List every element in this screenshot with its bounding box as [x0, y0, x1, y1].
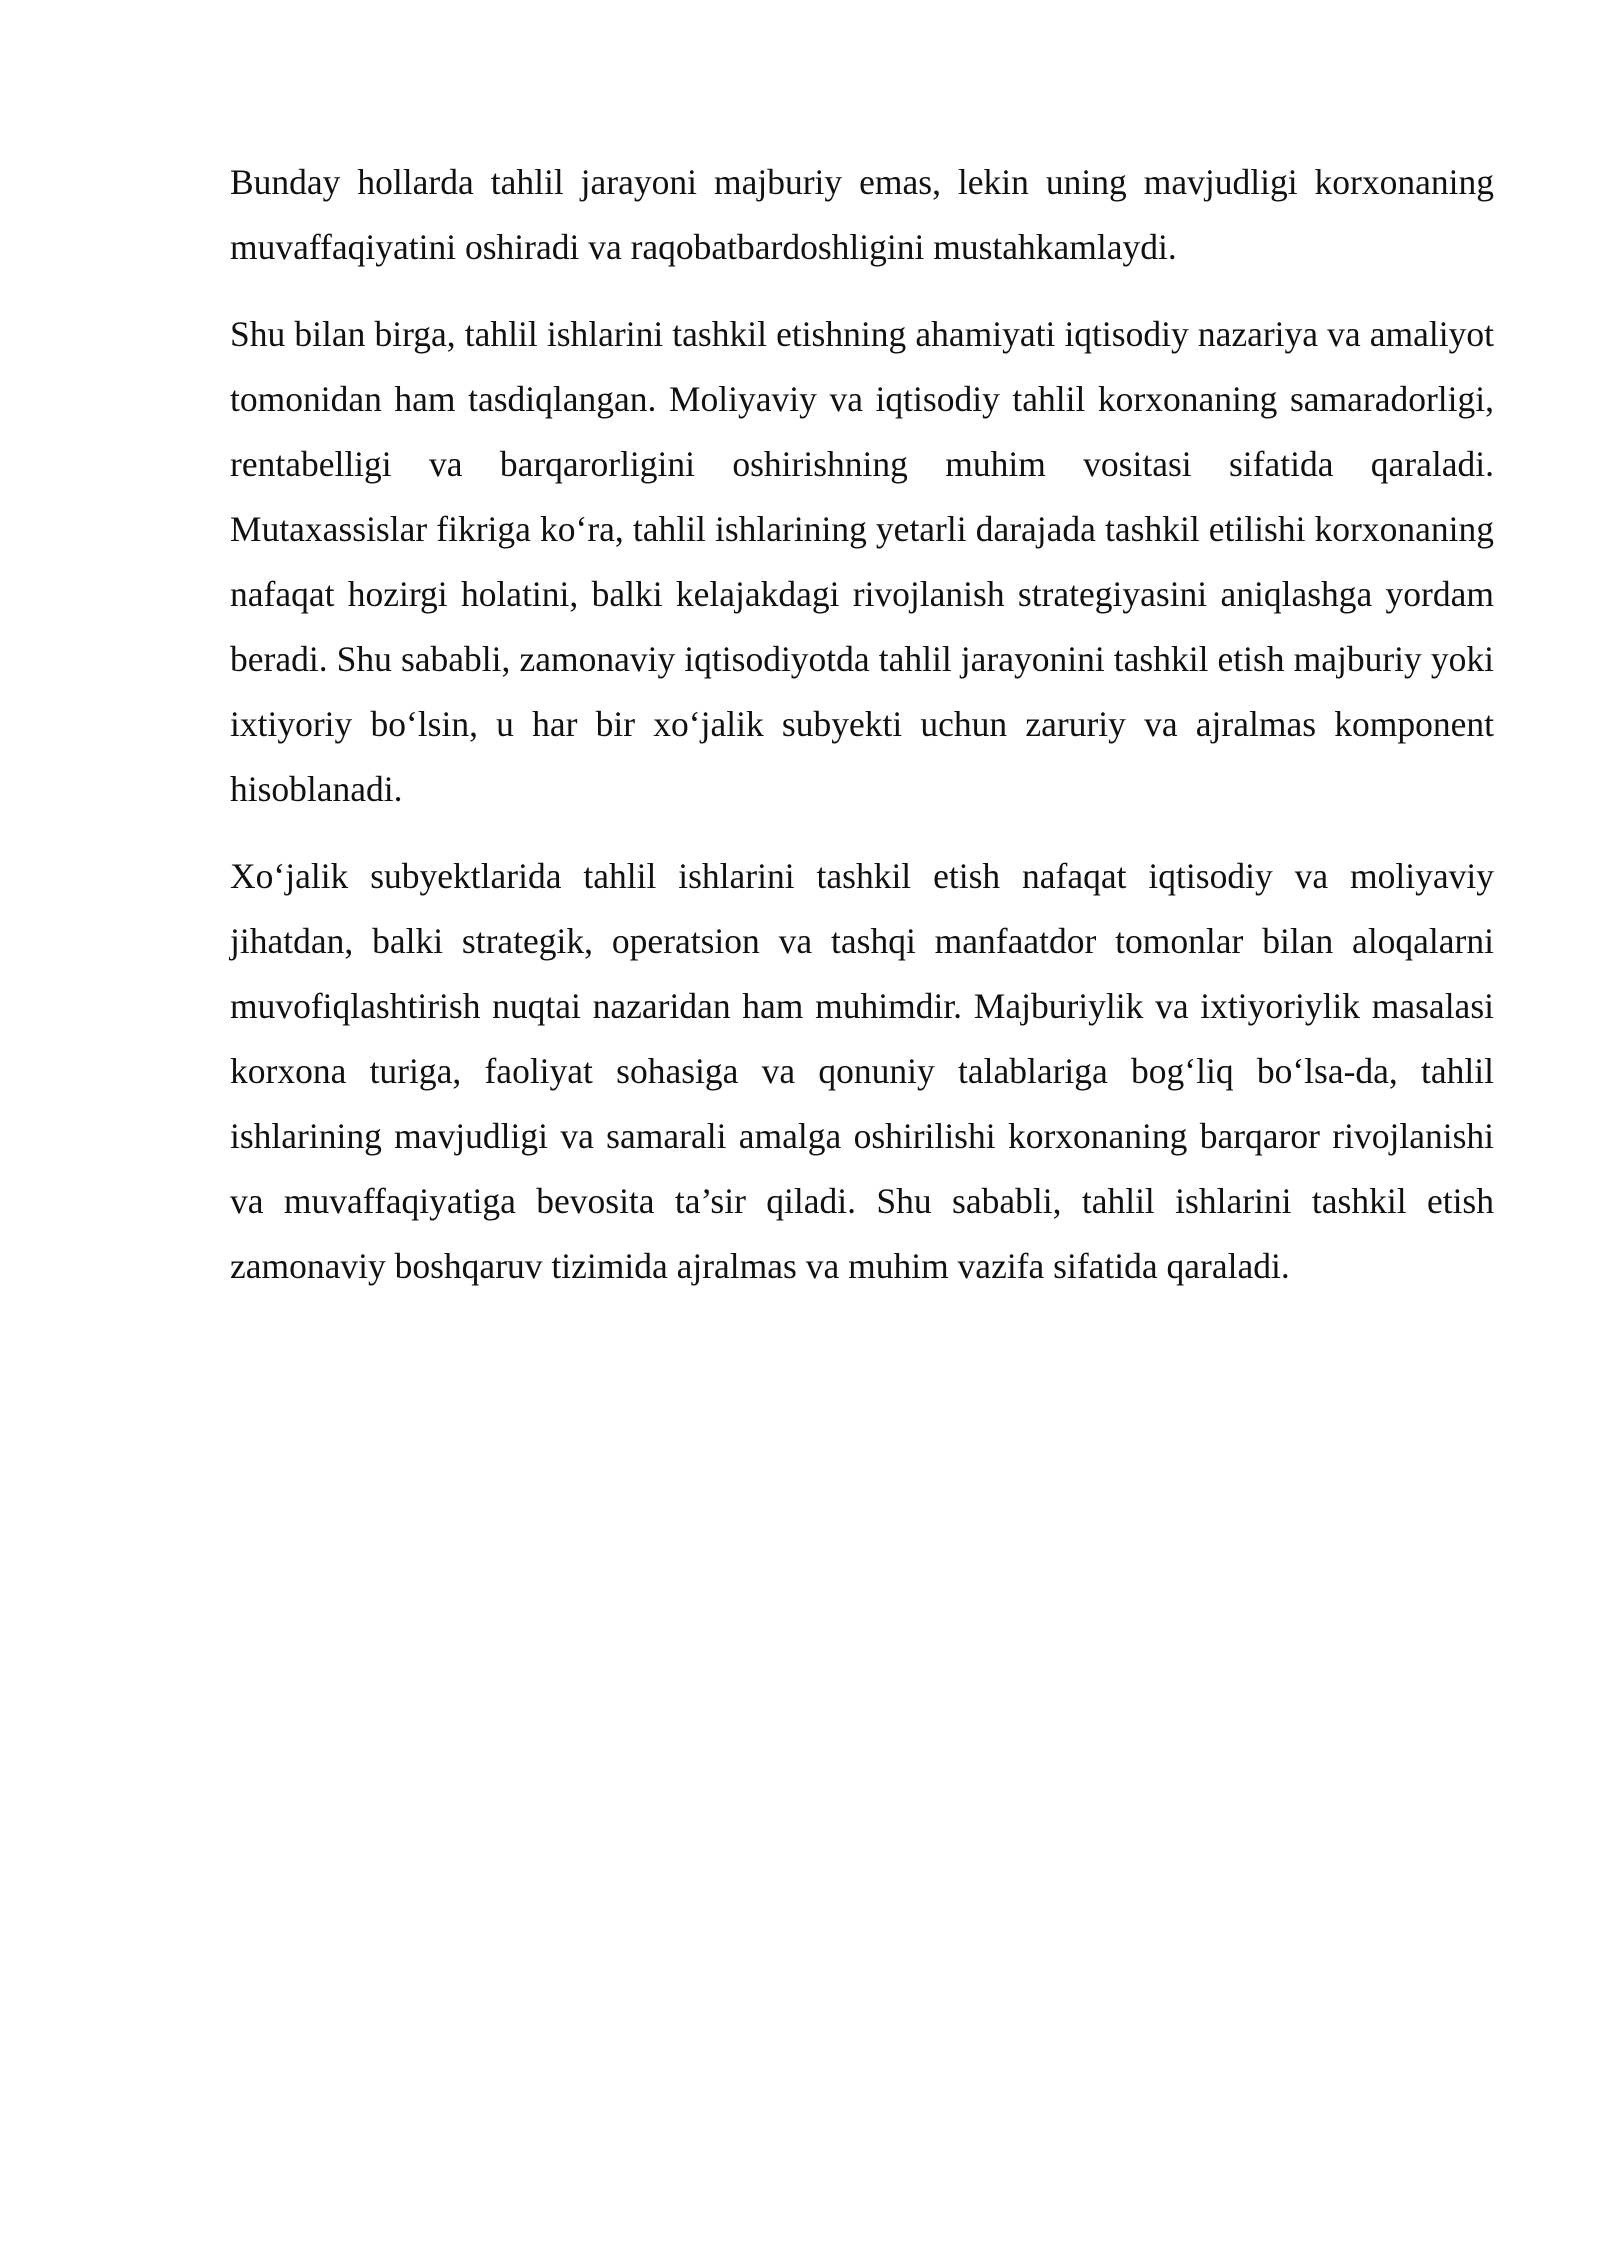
- document-body: [230, 150, 1494, 1321]
- paragraph-3: Xo‘jalik subyektlarida tahlil ishlarini tashkil etish nafaqat iqtisodiy va moliyaviy jihatdan, balki strategik, operatsion va tashqi manfaatdor tomonlar bilan aloqalarni muvofiqlashtirish nuqtai nazaridan ham muhimdir. Majburiylik va ixtiyoriylik masalasi korxona turiga, faoliyat sohasiga va qonuniy talablariga bog‘liq bo‘lsa-da, tahlil ishlarining mavjudligi va samarali amalga oshirilishi korxonaning barqaror rivojlanishi va muvaffaqiyatiga bevosita ta’sir qiladi. Shu sababli, tahlil ishlarini tashkil etish zamonaviy boshqaruv tizimida ajralmas va muhim vazifa sifatida qaraladi.: [230, 856, 1494, 1286]
- paragraph-2: Shu bilan birga, tahlil ishlarini tashkil etishning ahamiyati iqtisodiy nazariya va amaliyot tomonidan ham tasdiqlangan. Moliyaviy va iqtisodiy tahlil korxonaning samaradorligi, rentabelligi va barqarorligini oshirishning muhim vositasi sifatida qaraladi. Mutaxassislar fikriga ko‘ra, tahlil ishlarining yetarli darajada tashkil etilishi korxonaning nafaqat hozirgi holatini, balki kelajakdagi rivojlanish strategiyasini aniqlashga yordam beradi. Shu sababli, zamonaviy iqtisodiyotda tahlil jarayonini tashkil etish majburiy yoki ixtiyoriy bo‘lsin, u har bir xo‘jalik subyekti uchun zaruriy va ajralmas komponent hisoblanadi.: [230, 314, 1494, 809]
- paragraph-1: Bunday hollarda tahlil jarayoni majburiy emas, lekin uning mavjudligi korxonaning muvaffaqiyatini oshiradi va raqobatbardoshligini mustahkamlaydi.: [230, 162, 1494, 267]
